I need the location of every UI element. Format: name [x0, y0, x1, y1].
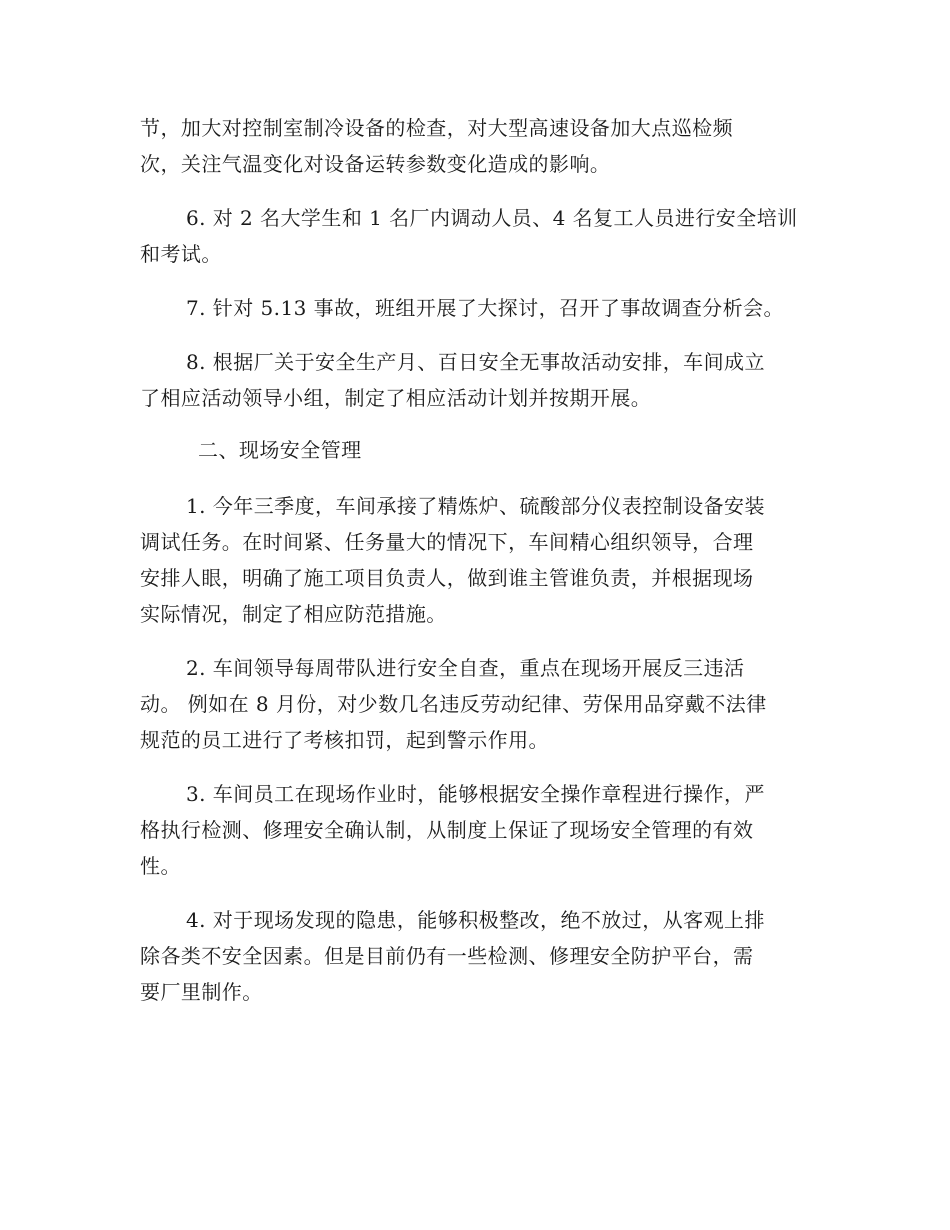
text-line: 6. 对 2 名大学生和 1 名厂内调动人员、4 名复工人员进行安全培训 — [186, 206, 798, 230]
text-line: 次，关注气温变化对设备运转参数变化造成的影响。 — [140, 152, 611, 176]
text-line: 和考试。 — [140, 242, 222, 266]
text-line: 了相应活动领导小组，制定了相应活动计划并按期开展。 — [140, 386, 652, 410]
section-heading: 二、现场安全管理 — [198, 438, 362, 462]
text-line: 动。 例如在 8 月份，对少数几名违反劳动纪律、劳保用品穿戴不法律 — [140, 692, 767, 716]
text-line: 3. 车间员工在现场作业时，能够根据安全操作章程进行操作，严 — [186, 782, 765, 806]
text-line: 2. 车间领导每周带队进行安全自查，重点在现场开展反三违活 — [186, 656, 745, 680]
text-line: 安排人眼，明确了施工项目负责人，做到谁主管谁负责，并根据现场 — [140, 566, 754, 590]
text-line: 1. 今年三季度，车间承接了精炼炉、硫酸部分仪表控制设备安装 — [186, 494, 765, 518]
text-line: 规范的员工进行了考核扣罚，起到警示作用。 — [140, 728, 549, 752]
text-line: 性。 — [140, 854, 181, 878]
text-line: 格执行检测、修理安全确认制，从制度上保证了现场安全管理的有效 — [140, 818, 754, 842]
text-line: 4. 对于现场发现的隐患，能够积极整改，绝不放过，从客观上排 — [186, 908, 765, 932]
text-line: 8. 根据厂关于安全生产月、百日安全无事故活动安排，车间成立 — [186, 350, 765, 374]
text-line: 除各类不安全因素。但是目前仍有一些检测、修理安全防护平台，需 — [140, 944, 754, 968]
text-line: 要厂里制作。 — [140, 980, 263, 1004]
text-line: 节，加大对控制室制冷设备的检查，对大型高速设备加大点巡检频 — [140, 116, 734, 140]
text-line: 调试任务。在时间紧、任务量大的情况下，车间精心组织领导，合理 — [140, 530, 754, 554]
text-line: 7. 针对 5.13 事故，班组开展了大探讨，召开了事故调查分析会。 — [186, 296, 784, 320]
text-line: 实际情况，制定了相应防范措施。 — [140, 602, 447, 626]
